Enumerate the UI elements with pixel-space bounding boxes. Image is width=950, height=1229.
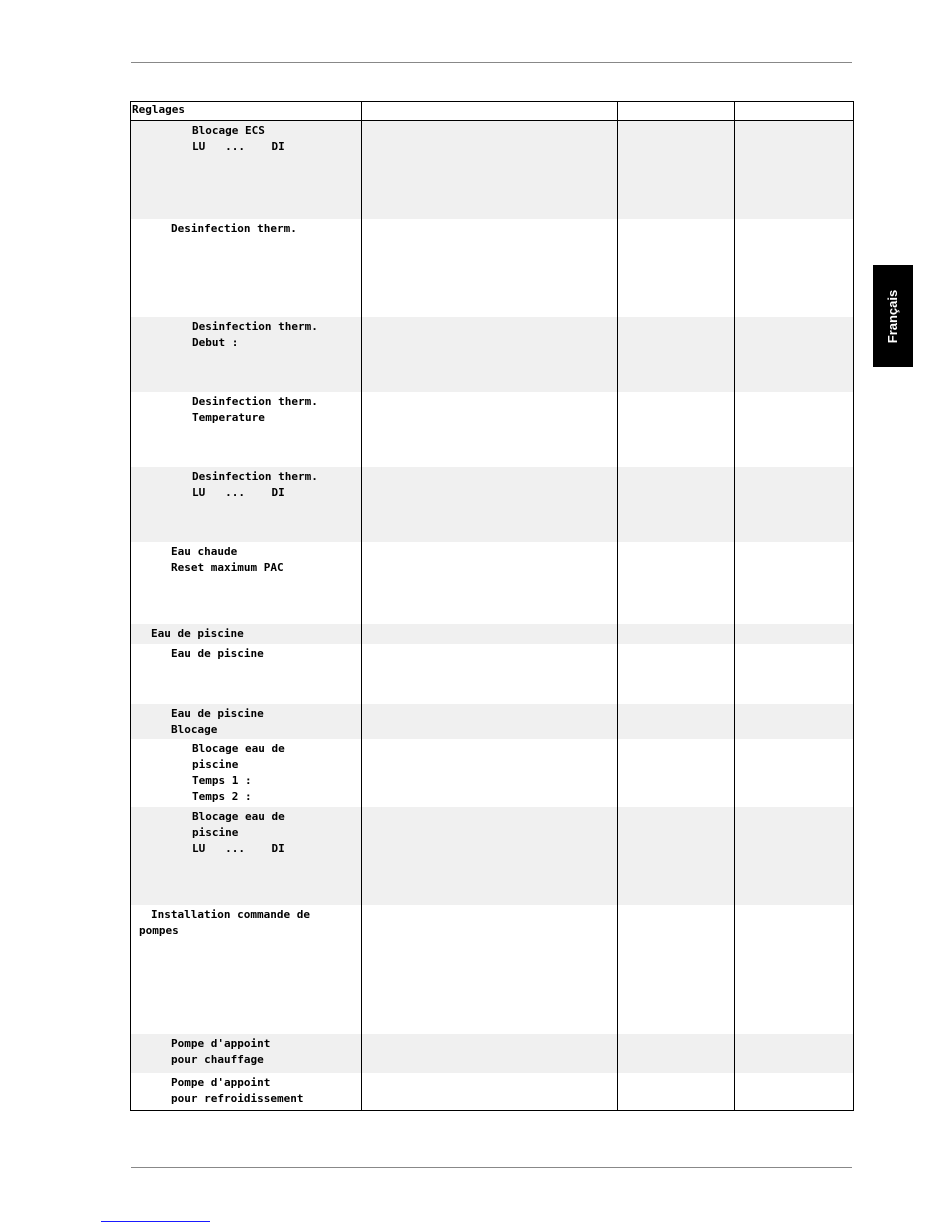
table-row bbox=[131, 317, 854, 392]
footer-underline bbox=[101, 1221, 210, 1222]
table-row bbox=[131, 1073, 854, 1111]
table-row bbox=[131, 739, 854, 807]
header-reglages: Reglages bbox=[131, 102, 362, 121]
top-rule bbox=[131, 62, 852, 63]
table-row bbox=[131, 542, 854, 624]
language-tab bbox=[873, 265, 913, 367]
table-row bbox=[131, 219, 854, 317]
setting-label: Blocage ECS LU ... DI bbox=[131, 121, 362, 219]
language-tab-label: Français bbox=[885, 289, 901, 343]
header-col4 bbox=[735, 102, 854, 121]
table-row bbox=[131, 807, 854, 905]
table-row bbox=[131, 644, 854, 704]
setting-label: Desinfection therm. LU ... DI bbox=[131, 467, 362, 542]
setting-label: Blocage eau de piscine Temps 1 : Temps 2 : bbox=[131, 739, 362, 807]
settings-table bbox=[130, 101, 854, 1111]
table-row bbox=[131, 467, 854, 542]
setting-label: Desinfection therm. Temperature bbox=[131, 392, 362, 467]
header-col2 bbox=[362, 102, 618, 121]
table-row bbox=[131, 392, 854, 467]
section-label: Installation commande de pompes bbox=[131, 905, 362, 1034]
bottom-rule bbox=[131, 1167, 852, 1168]
table-row bbox=[131, 905, 854, 1034]
table-header-row bbox=[131, 102, 854, 121]
table-row bbox=[131, 704, 854, 739]
table-row bbox=[131, 121, 854, 219]
setting-label: Blocage eau de piscine LU ... DI bbox=[131, 807, 362, 905]
section-label: Eau de piscine bbox=[131, 624, 362, 644]
setting-label: Desinfection therm. Debut : bbox=[131, 317, 362, 392]
table-row bbox=[131, 624, 854, 644]
header-col3 bbox=[618, 102, 735, 121]
setting-label: Pompe d'appoint pour chauffage bbox=[131, 1034, 362, 1073]
setting-label: Eau de piscine Blocage bbox=[131, 704, 362, 739]
table-row bbox=[131, 1034, 854, 1073]
setting-label: Eau chaude Reset maximum PAC bbox=[131, 542, 362, 624]
setting-label: Pompe d'appoint pour refroidissement bbox=[131, 1073, 362, 1111]
setting-label: Desinfection therm. bbox=[131, 219, 362, 317]
setting-label: Eau de piscine bbox=[131, 644, 362, 704]
